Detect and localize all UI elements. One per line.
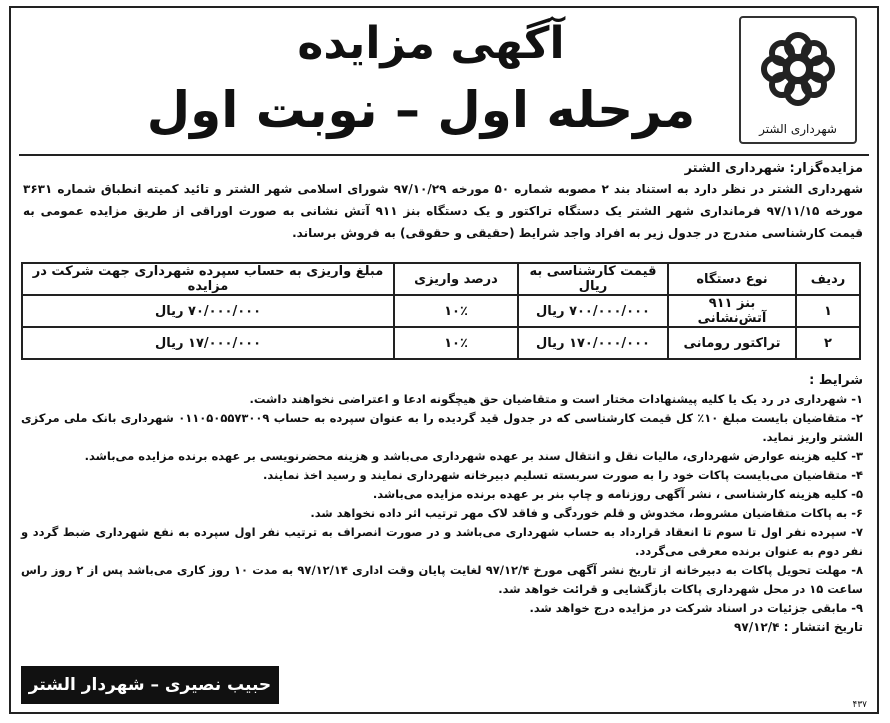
publication-date: تاریخ انتشار : ۹۷/۱۲/۴	[734, 620, 863, 634]
header-divider	[19, 154, 869, 156]
conditions-section	[21, 372, 863, 636]
organizer-label: مزایده‌گزار: شهرداری الشتر	[684, 161, 863, 176]
header-device-type: نوع دستگاه	[668, 263, 796, 295]
items-table	[21, 262, 861, 360]
deposit-amount: ۱۷/۰۰۰/۰۰۰ ریال	[22, 327, 394, 359]
conditions-title: شرایط :	[809, 373, 863, 388]
header	[11, 8, 877, 148]
mayor-signature: حبیب نصیری – شهردار الشتر	[21, 666, 279, 704]
municipality-emblem-icon	[755, 26, 841, 112]
expert-price: ۷۰۰/۰۰۰/۰۰۰ ریال	[518, 295, 668, 327]
table-row	[22, 327, 860, 359]
condition-item: ۵- کلیه هزینه کارشناسی ، نشر آگهی روزنامه و چاپ بنر بر عهده برنده مزایده می‌باشد.	[372, 487, 863, 501]
header-deposit-percent: درصد واریزی	[394, 263, 518, 295]
header-expert-price: قیمت کارشناسی به ریال	[518, 263, 668, 295]
table-row	[22, 295, 860, 327]
page-number: ۴۳۷	[852, 700, 867, 710]
table-header-row	[22, 263, 860, 295]
header-row-number: ردیف	[796, 263, 860, 295]
expert-price: ۱۷۰/۰۰۰/۰۰۰ ریال	[518, 327, 668, 359]
intro-paragraph: شهرداری الشتر در نظر دارد به استناد بند ۲ مصوبه شماره ۵۰ مورخه ۹۷/۱۰/۲۹ شورای اسلامی شهر الشتر و تائید کمیته انطباق شماره ۳۶۳۱ مورخه ۹۷/۱۱/۱۵ فرمانداری شهر الشتر یک دستگاه تراکتور و یک دستگاه بنز ۹۱۱ آتش نشانی به صورت اوراقی از طریق مزایده عمومی به قیمت کارشناسی مندرج در جدول زیر به افراد واجد شرایط (حقیقی و حقوقی) به فروش برساند.	[23, 182, 864, 240]
condition-item: ۲- متقاضیان بایست مبلغ ۱۰٪ کل قیمت کارشناسی که در جدول قید گردیده را به عنوان سپرده به حساب ۰۱۱۰۵۰۵۵۷۳۰۰۹ شهرداری بانک ملی مرکزی الشتر واریز نماید.	[21, 411, 863, 444]
intro-section	[23, 160, 863, 244]
condition-item: ۷- سپرده نفر اول تا سوم تا انعقاد قرارداد به حساب شهرداری می‌باشد و در صورت انصراف به ترتیب نفر اول سپرده به نفع شهرداری ضبط گردد و نفر دوم به عنوان برنده معرفی می‌گردد.	[21, 525, 863, 558]
device-name: تراکتور رومانی	[668, 327, 796, 359]
auction-stage-title: مرحله اول – نوبت اول	[146, 81, 696, 139]
condition-item: ۸- مهلت تحویل پاکات به دبیرخانه از تاریخ نشر آگهی مورخ ۹۷/۱۲/۴ لغایت پایان وقت اداری ۹۷/۱۲/۱۴ به مدت ۱۰ روز کاری می‌باشد پس از ۲ روز راس ساعت ۱۵ در محل شهرداری پاکات بازگشایی و قرائت خواهد شد.	[21, 563, 863, 596]
logo-caption: شهرداری الشتر	[759, 122, 837, 136]
condition-item: ۶- به پاکات متقاضیان مشروط، مخدوش و قلم خوردگی و فاقد لاک مهر ترتیب اثر داده نخواهد شد.	[310, 506, 863, 520]
auction-title: آگهی مزایده	[297, 18, 565, 69]
condition-item: ۴- متقاضیان می‌بایست پاکات خود را به صورت سربسته تسلیم دبیرخانه شهرداری نمایند و رسید اخذ نمایند.	[262, 468, 863, 482]
deposit-amount: ۷۰/۰۰۰/۰۰۰ ریال	[22, 295, 394, 327]
condition-item: ۳- کلیه هزینه عوارض شهرداری، مالیات نقل و انتقال سند بر عهده شهرداری می‌باشد و هزینه محضرنویسی بر عهده برنده مزایده می‌باشد.	[84, 449, 863, 463]
header-deposit-amount: مبلغ واریزی به حساب سپرده شهرداری جهت شرکت در مزایده	[22, 263, 394, 295]
device-name: بنز ۹۱۱ آتش‌نشانی	[668, 295, 796, 327]
condition-item: ۹- مابقی جزئیات در اسناد شرکت در مزایده درج خواهد شد.	[529, 601, 863, 615]
row-number: ۱	[796, 295, 860, 327]
deposit-percent: ۱۰٪	[394, 295, 518, 327]
deposit-percent: ۱۰٪	[394, 327, 518, 359]
row-number: ۲	[796, 327, 860, 359]
municipality-logo	[739, 16, 857, 144]
advertisement-page	[9, 6, 879, 714]
condition-item: ۱- شهرداری در رد یک یا کلیه پیشنهادات مختار است و متقاضیان حق هیچگونه ادعا و اعتراضی نخواهند داشت.	[249, 392, 863, 406]
